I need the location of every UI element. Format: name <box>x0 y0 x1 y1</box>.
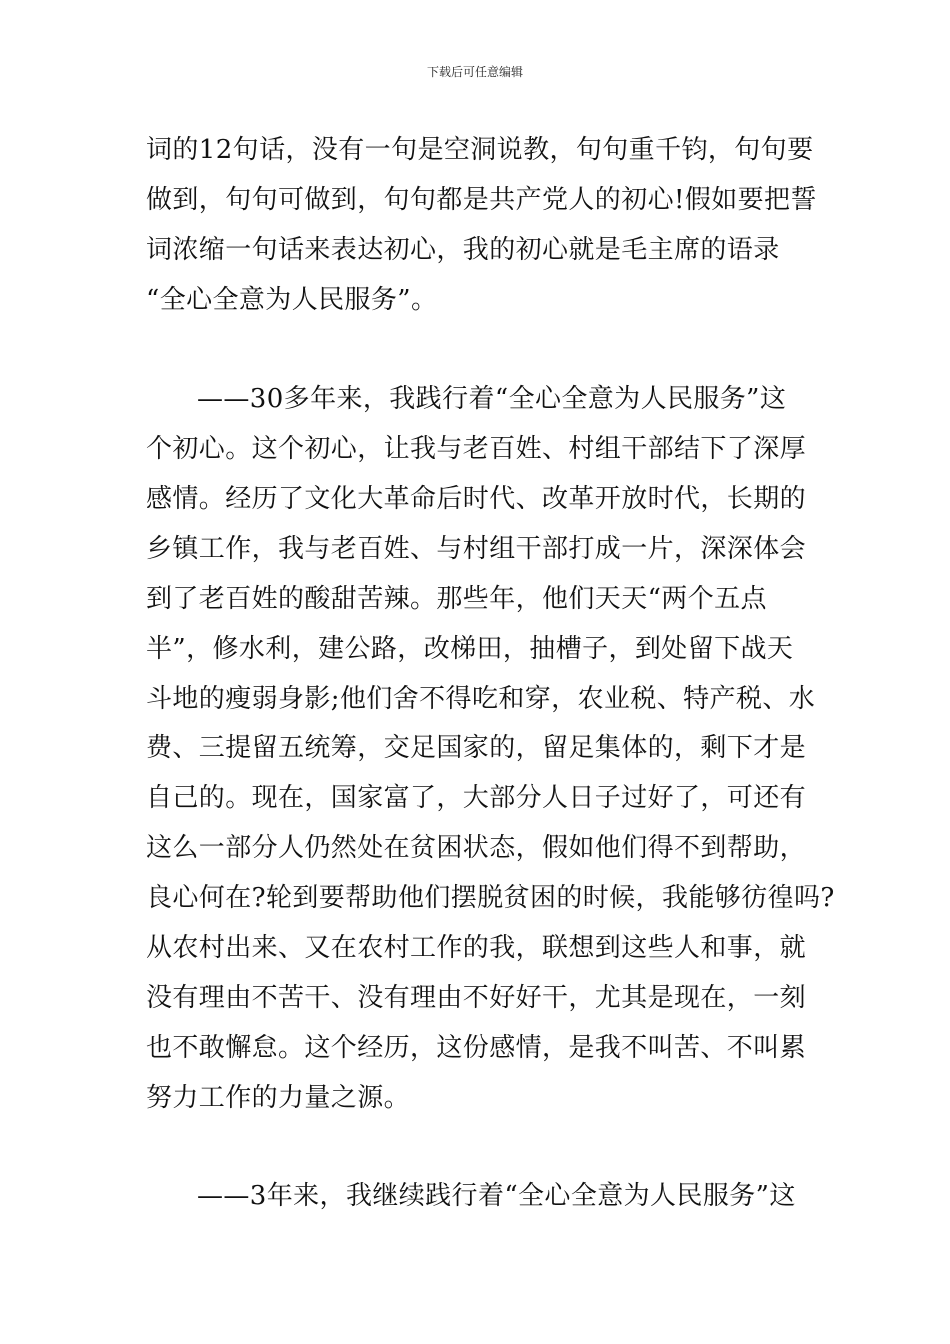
text-line: 这么一部分人仍然处在贫困状态，假如他们得不到帮助， <box>146 833 807 863</box>
text-line: 乡镇工作，我与老百姓、与村组干部打成一片，深深体会 <box>146 534 807 564</box>
text-line: 费、三提留五统筹，交足国家的，留足集体的，剩下才是 <box>146 733 807 763</box>
text-line: 从农村出来、又在农村工作的我，联想到这些人和事，就 <box>146 933 807 963</box>
text-line: 良心何在?轮到要帮助他们摆脱贫困的时候，我能够彷徨吗? <box>146 883 835 913</box>
text-line: 到了老百姓的酸甜苦辣。那些年，他们天天“两个五点 <box>146 584 767 614</box>
text-line: 词的12句话，没有一句是空洞说教，句句重千钧，句句要 <box>146 135 814 165</box>
text-line: 做到，句句可做到，句句都是共产党人的初心!假如要把誓 <box>146 185 817 215</box>
text-line: 努力工作的力量之源。 <box>146 1083 411 1113</box>
text-line: 也不敢懈怠。这个经历，这份感情，是我不叫苦、不叫累 <box>146 1033 807 1063</box>
page-header: 下载后可任意编辑 <box>426 65 523 79</box>
text-line: 斗地的瘦弱身影;他们舍不得吃和穿，农业税、特产税、水 <box>146 684 816 714</box>
text-line: “全心全意为人民服务”。 <box>146 285 438 315</box>
text-line: 半”，修水利，建公路，改梯田，抽槽子，到处留下战天 <box>146 634 794 664</box>
text-line: 感情。经历了文化大革命后时代、改革开放时代，长期的 <box>146 484 807 514</box>
text-line: 词浓缩一句话来表达初心，我的初心就是毛主席的语录 <box>146 235 780 265</box>
text-line: ——30多年来，我践行着“全心全意为人民服务”这 <box>197 384 787 414</box>
text-line: 自己的。现在，国家富了，大部分人日子过好了，可还有 <box>146 783 807 813</box>
text-line: 没有理由不苦干、没有理由不好好干，尤其是现在，一刻 <box>146 983 807 1013</box>
text-line: 个初心。这个初心，让我与老百姓、村组干部结下了深厚 <box>146 434 807 464</box>
text-line: ——3年来，我继续践行着“全心全意为人民服务”这 <box>197 1181 796 1211</box>
